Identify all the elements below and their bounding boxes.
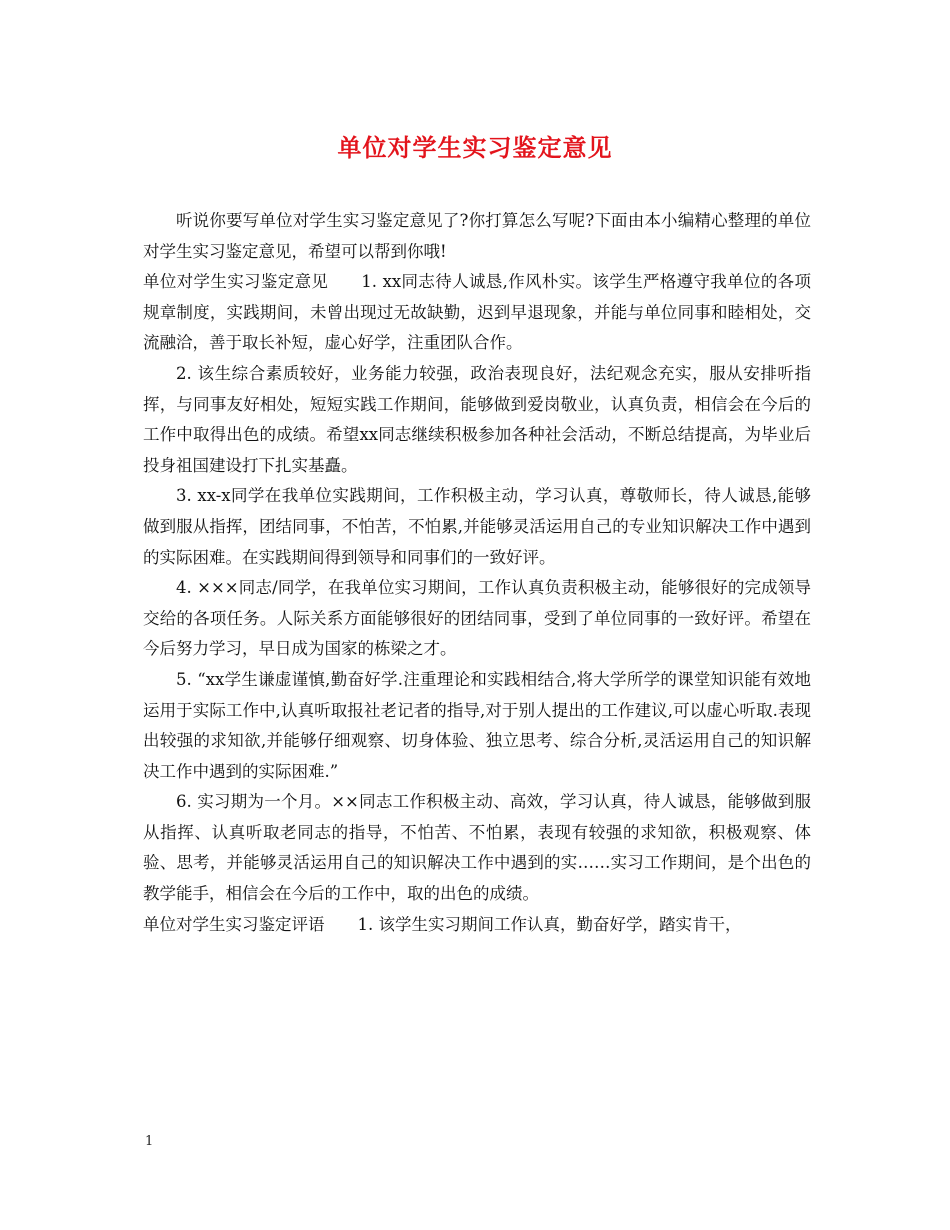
section-1-item-2: 2. 该生综合素质较好，业务能力较强，政治表现良好，法纪观念充实，服从安排听指挥，与同事友好相处，短短实践工作期间，能够做到爱岗敬业，认真负责，相信会在今后的工作中取得出色的成绩。希望xx同志继续积极参加各种社会活动，不断总结提高，为毕业后投身祖国建设打下扎实基矗。 <box>143 363 811 475</box>
intro-paragraph: 听说你要写单位对学生实习鉴定意见了?你打算怎么写呢?下面由本小编精心整理的单位对学生实习鉴定意见，希望可以帮到你哦! <box>143 211 811 261</box>
section-2-heading: 单位对学生实习鉴定评语 <box>143 914 325 934</box>
section-1-item-6: 6. 实习期为一个月。××同志工作积极主动、高效，学习认真，待人诚恳，能够做到服从指挥、认真听取老同志的指导，不怕苦、不怕累，表现有较强的求知欲，积极观察、体验、思考，并能够灵活运用自己的知识解决工作中遇到的实……实习工作期间，是个出色的教学能手，相信会在今后的工作中，取的出色的成绩。 <box>143 792 811 904</box>
page-number: 1 <box>145 1134 154 1149</box>
section-2-item-1: 1. 该学生实习期间工作认真，勤奋好学，踏实肯干， <box>357 914 742 934</box>
section-1-heading: 单位对学生实习鉴定意见 <box>143 272 329 292</box>
section-2-first-paragraph <box>143 910 811 941</box>
section-1-item-3: 3. xx-x同学在我单位实践期间，工作积极主动，学习认真，尊敬师长，待人诚恳,能够做到服从指挥，团结同事，不怕苦，不怕累,并能够灵活运用自己的专业知识解决工作中遇到的实际困难。在实践期间得到领导和同事们的一致好评。 <box>143 486 811 567</box>
document-title: 单位对学生实习鉴定意见 <box>337 133 613 162</box>
section-1-item-4: 4. ×××同志/同学，在我单位实习期间，工作认真负责积极主动，能够很好的完成领导交给的各项任务。人际关系方面能够很好的团结同事，受到了单位同事的一致好评。希望在今后努力学习，早日成为国家的栋梁之才。 <box>143 578 811 659</box>
section-1-item-5: 5. “xx学生谦虚谨慎,勤奋好学.注重理论和实践相结合,将大学所学的课堂知识能有效地运用于实际工作中,认真听取报社老记者的指导,对于别人提出的工作建议,可以虚心听取.表现出较强的求知欲,并能够仔细观察、切身体验、独立思考、综合分析,灵活运用自己的知识解决工作中遇到的实际困难.” <box>143 669 811 781</box>
section-1-first-paragraph <box>143 267 811 359</box>
section-1-item-1: 1. xx同志待人诚恳,作风朴实。该学生严格遵守我单位的各项规章制度，实践期间，未曾出现过无故缺勤，迟到早退现象，并能与单位同事和睦相处，交流融洽，善于取长补短，虚心好学，注重团队合作。 <box>143 272 812 353</box>
document-body <box>143 206 811 940</box>
